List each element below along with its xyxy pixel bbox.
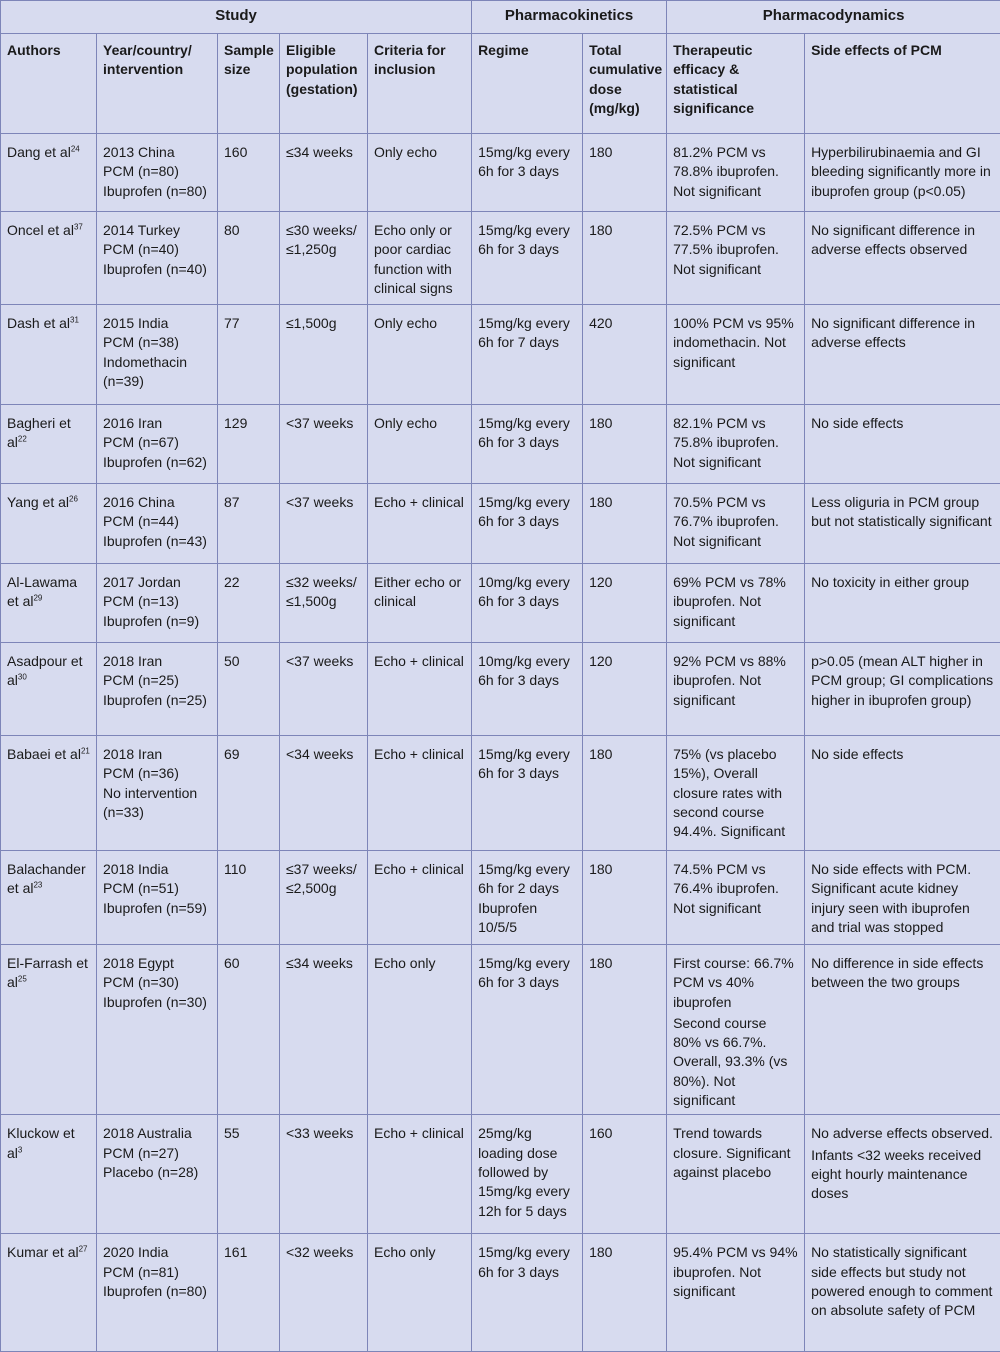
efficacy-line: 70.5% PCM vs 76.7% ibuprofen. Not significant xyxy=(673,493,798,551)
cell-therapeutic-efficacy xyxy=(667,1115,805,1234)
side-line: No toxicity in either group xyxy=(811,573,994,592)
cell-criteria: Echo + clinical xyxy=(368,643,472,736)
cell-regime: 25mg/kg loading dose followed by 15mg/kg every 12h for 5 days xyxy=(472,1115,583,1234)
year-line: PCM (n=67) xyxy=(103,433,211,452)
year-line: PCM (n=38) xyxy=(103,333,211,352)
cell-year-country-intervention xyxy=(97,1234,218,1352)
cell-criteria: Either echo or clinical xyxy=(368,564,472,643)
year-line: PCM (n=36) xyxy=(103,764,211,783)
cell-author xyxy=(1,643,97,736)
reference-number: 24 xyxy=(71,144,80,153)
year-line: PCM (n=30) xyxy=(103,973,211,992)
cell-sample-size: 110 xyxy=(218,851,280,945)
column-header-eligible-population: Eligible population (gestation) xyxy=(280,34,368,134)
group-header-study: Study xyxy=(1,1,472,34)
year-line: Ibuprofen (n=30) xyxy=(103,993,211,1012)
cell-criteria: Echo + clinical xyxy=(368,736,472,851)
table-row xyxy=(1,134,1000,212)
author-name: Babaei et al xyxy=(7,746,81,762)
cell-author xyxy=(1,564,97,643)
cell-author xyxy=(1,212,97,305)
cell-total-dose: 180 xyxy=(583,1234,667,1352)
cell-year-country-intervention xyxy=(97,1115,218,1234)
cell-regime: 15mg/kg every 6h for 3 days xyxy=(472,484,583,564)
cell-therapeutic-efficacy xyxy=(667,305,805,405)
cell-year-country-intervention xyxy=(97,564,218,643)
table-row xyxy=(1,564,1000,643)
author-name: Yang et al xyxy=(7,494,69,510)
efficacy-line: 72.5% PCM vs 77.5% ibuprofen. Not significant xyxy=(673,221,798,279)
cell-eligible-population: ≤32 weeks/ ≤1,500g xyxy=(280,564,368,643)
year-line: PCM (n=27) xyxy=(103,1144,211,1163)
cell-eligible-population: <37 weeks xyxy=(280,643,368,736)
cell-author xyxy=(1,484,97,564)
cell-regime: 15mg/kg every 6h for 3 days xyxy=(472,1234,583,1352)
year-line: PCM (n=13) xyxy=(103,592,211,611)
table-row xyxy=(1,484,1000,564)
cell-eligible-population: <34 weeks xyxy=(280,736,368,851)
year-line: PCM (n=51) xyxy=(103,879,211,898)
cell-side-effects xyxy=(805,305,1000,405)
efficacy-line: Second course 80% vs 66.7%. Overall, 93.3% (vs 80%). Not significant xyxy=(673,1014,798,1110)
cell-therapeutic-efficacy xyxy=(667,212,805,305)
cell-eligible-population: ≤1,500g xyxy=(280,305,368,405)
author-name: Balachander et al xyxy=(7,861,86,896)
table-row xyxy=(1,643,1000,736)
year-line: 2017 Jordan xyxy=(103,573,211,592)
side-line: No side effects xyxy=(811,414,994,433)
cell-criteria: Echo + clinical xyxy=(368,484,472,564)
cell-year-country-intervention xyxy=(97,851,218,945)
author-name: El-Farrash et al xyxy=(7,955,88,990)
cell-sample-size: 161 xyxy=(218,1234,280,1352)
table-row xyxy=(1,1234,1000,1352)
cell-author xyxy=(1,945,97,1115)
cell-criteria: Echo only xyxy=(368,945,472,1115)
cell-sample-size: 69 xyxy=(218,736,280,851)
cell-year-country-intervention xyxy=(97,212,218,305)
cell-sample-size: 87 xyxy=(218,484,280,564)
efficacy-line: 95.4% PCM vs 94% ibuprofen. Not significant xyxy=(673,1243,798,1301)
author-name: Dash et al xyxy=(7,315,70,331)
cell-side-effects xyxy=(805,643,1000,736)
cell-sample-size: 129 xyxy=(218,405,280,484)
table-row xyxy=(1,405,1000,484)
side-line: No significant difference in adverse effects observed xyxy=(811,221,994,260)
cell-therapeutic-efficacy xyxy=(667,945,805,1115)
cell-regime: 15mg/kg every 6h for 3 days xyxy=(472,945,583,1115)
year-line: PCM (n=44) xyxy=(103,512,211,531)
cell-side-effects xyxy=(805,1115,1000,1234)
cell-total-dose: 120 xyxy=(583,643,667,736)
efficacy-line: First course: 66.7% PCM vs 40% ibuprofen xyxy=(673,954,798,1012)
year-line: Placebo (n=28) xyxy=(103,1163,211,1182)
cell-therapeutic-efficacy xyxy=(667,736,805,851)
year-line: 2013 China xyxy=(103,143,211,162)
year-line: PCM (n=81) xyxy=(103,1263,211,1282)
reference-number: 30 xyxy=(18,673,27,682)
cell-regime: 10mg/kg every 6h for 3 days xyxy=(472,643,583,736)
cell-criteria: Echo only xyxy=(368,1234,472,1352)
cell-eligible-population: ≤34 weeks xyxy=(280,134,368,212)
group-header-pharmacodynamics: Pharmacodynamics xyxy=(667,1,1000,34)
cell-criteria: Only echo xyxy=(368,134,472,212)
year-line: Ibuprofen (n=62) xyxy=(103,453,211,472)
column-header-criteria: Criteria for inclusion xyxy=(368,34,472,134)
cell-therapeutic-efficacy xyxy=(667,564,805,643)
side-line: Infants <32 weeks received eight hourly maintenance doses xyxy=(811,1146,994,1204)
column-header-sample-size: Sample size xyxy=(218,34,280,134)
column-header-row xyxy=(1,34,1000,134)
efficacy-line: 82.1% PCM vs 75.8% ibuprofen. Not significant xyxy=(673,414,798,472)
year-line: 2016 China xyxy=(103,493,211,512)
column-header-side-effects: Side effects of PCM xyxy=(805,34,1000,134)
table-row xyxy=(1,1115,1000,1234)
cell-author xyxy=(1,134,97,212)
cell-sample-size: 60 xyxy=(218,945,280,1115)
author-name: Al-Lawama et al xyxy=(7,574,77,609)
cell-therapeutic-efficacy xyxy=(667,405,805,484)
year-line: Ibuprofen (n=80) xyxy=(103,182,211,201)
column-header-year-country-intervention: Year/country/ intervention xyxy=(97,34,218,134)
author-name: Kluckow et al xyxy=(7,1125,75,1160)
cell-sample-size: 160 xyxy=(218,134,280,212)
reference-number: 31 xyxy=(70,315,79,324)
efficacy-line: 100% PCM vs 95% indomethacin. Not significant xyxy=(673,314,798,372)
cell-side-effects xyxy=(805,945,1000,1115)
cell-side-effects xyxy=(805,405,1000,484)
year-line: Ibuprofen (n=80) xyxy=(103,1282,211,1301)
cell-total-dose: 120 xyxy=(583,564,667,643)
side-line: No difference in side effects between the two groups xyxy=(811,954,994,993)
cell-therapeutic-efficacy xyxy=(667,1234,805,1352)
efficacy-line: Trend towards closure. Significant against placebo xyxy=(673,1124,798,1182)
cell-author xyxy=(1,405,97,484)
author-name: Asadpour et al xyxy=(7,653,83,688)
cell-author xyxy=(1,1234,97,1352)
cell-therapeutic-efficacy xyxy=(667,643,805,736)
cell-regime: 10mg/kg every 6h for 3 days xyxy=(472,564,583,643)
reference-number: 37 xyxy=(74,222,83,231)
cell-side-effects xyxy=(805,212,1000,305)
author-name: Bagheri et al xyxy=(7,415,71,450)
cell-year-country-intervention xyxy=(97,305,218,405)
cell-therapeutic-efficacy xyxy=(667,484,805,564)
cell-side-effects xyxy=(805,484,1000,564)
cell-year-country-intervention xyxy=(97,945,218,1115)
year-line: Indomethacin (n=39) xyxy=(103,353,211,392)
cell-side-effects xyxy=(805,564,1000,643)
author-name: Oncel et al xyxy=(7,222,74,238)
cell-regime: 15mg/kg every 6h for 3 days xyxy=(472,212,583,305)
year-line: 2015 India xyxy=(103,314,211,333)
cell-total-dose: 180 xyxy=(583,945,667,1115)
year-line: PCM (n=80) xyxy=(103,162,211,181)
year-line: Ibuprofen (n=59) xyxy=(103,899,211,918)
cell-therapeutic-efficacy xyxy=(667,851,805,945)
cell-eligible-population: ≤37 weeks/ ≤2,500g xyxy=(280,851,368,945)
cell-regime: 15mg/kg every 6h for 3 days xyxy=(472,134,583,212)
year-line: 2018 India xyxy=(103,860,211,879)
reference-number: 29 xyxy=(33,594,42,603)
cell-author xyxy=(1,736,97,851)
year-line: 2018 Egypt xyxy=(103,954,211,973)
cell-eligible-population: ≤34 weeks xyxy=(280,945,368,1115)
reference-number: 22 xyxy=(18,435,27,444)
side-line: No statistically significant side effects but study not powered enough to comment on absolute safety of PCM xyxy=(811,1243,994,1320)
table-row xyxy=(1,212,1000,305)
year-line: No intervention (n=33) xyxy=(103,784,211,823)
year-line: Ibuprofen (n=40) xyxy=(103,260,211,279)
reference-number: 23 xyxy=(33,881,42,890)
cell-eligible-population: ≤30 weeks/ ≤1,250g xyxy=(280,212,368,305)
cell-criteria: Echo + clinical xyxy=(368,1115,472,1234)
cell-total-dose: 180 xyxy=(583,736,667,851)
year-line: PCM (n=40) xyxy=(103,240,211,259)
cell-sample-size: 55 xyxy=(218,1115,280,1234)
year-line: 2018 Australia xyxy=(103,1124,211,1143)
author-name: Dang et al xyxy=(7,144,71,160)
cell-total-dose: 180 xyxy=(583,405,667,484)
reference-number: 25 xyxy=(18,975,27,984)
cell-sample-size: 77 xyxy=(218,305,280,405)
efficacy-line: 74.5% PCM vs 76.4% ibuprofen. Not significant xyxy=(673,860,798,918)
table-row xyxy=(1,736,1000,851)
cell-total-dose: 180 xyxy=(583,851,667,945)
column-header-authors: Authors xyxy=(1,34,97,134)
reference-number: 21 xyxy=(81,746,90,755)
side-line: Hyperbilirubinaemia and GI bleeding significantly more in ibuprofen group (p<0.05) xyxy=(811,143,994,201)
cell-year-country-intervention xyxy=(97,134,218,212)
cell-criteria: Echo + clinical xyxy=(368,851,472,945)
efficacy-line: 75% (vs placebo 15%), Overall closure rates with second course 94.4%. Significant xyxy=(673,745,798,841)
cell-author xyxy=(1,305,97,405)
cell-author xyxy=(1,1115,97,1234)
cell-eligible-population: <37 weeks xyxy=(280,484,368,564)
cell-sample-size: 22 xyxy=(218,564,280,643)
cell-regime: 15mg/kg every 6h for 3 days xyxy=(472,736,583,851)
cell-sample-size: 80 xyxy=(218,212,280,305)
year-line: Ibuprofen (n=25) xyxy=(103,691,211,710)
side-line: No side effects xyxy=(811,745,994,764)
reference-number: 27 xyxy=(79,1245,88,1254)
cell-criteria: Echo only or poor cardiac function with clinical signs xyxy=(368,212,472,305)
year-line: 2018 Iran xyxy=(103,745,211,764)
cell-criteria: Only echo xyxy=(368,405,472,484)
cell-total-dose: 180 xyxy=(583,484,667,564)
year-line: PCM (n=25) xyxy=(103,671,211,690)
group-header-pharmacokinetics: Pharmacokinetics xyxy=(472,1,667,34)
year-line: 2016 Iran xyxy=(103,414,211,433)
side-line: No side effects with PCM. Significant acute kidney injury seen with ibuprofen and trial was stopped xyxy=(811,860,994,937)
cell-author xyxy=(1,851,97,945)
side-line: p>0.05 (mean ALT higher in PCM group; GI complications higher in ibuprofen group) xyxy=(811,652,994,710)
cell-regime: 15mg/kg every 6h for 3 days xyxy=(472,405,583,484)
column-header-total-dose: Total cumulative dose (mg/kg) xyxy=(583,34,667,134)
efficacy-line: 81.2% PCM vs 78.8% ibuprofen. Not significant xyxy=(673,143,798,201)
table-row xyxy=(1,945,1000,1115)
year-line: 2014 Turkey xyxy=(103,221,211,240)
table-row xyxy=(1,851,1000,945)
year-line: Ibuprofen (n=9) xyxy=(103,612,211,631)
cell-criteria: Only echo xyxy=(368,305,472,405)
cell-sample-size: 50 xyxy=(218,643,280,736)
year-line: Ibuprofen (n=43) xyxy=(103,532,211,551)
cell-side-effects xyxy=(805,1234,1000,1352)
cell-eligible-population: <37 weeks xyxy=(280,405,368,484)
cell-year-country-intervention xyxy=(97,405,218,484)
cell-side-effects xyxy=(805,736,1000,851)
cell-side-effects xyxy=(805,134,1000,212)
column-header-regime: Regime xyxy=(472,34,583,134)
efficacy-line: 92% PCM vs 88% ibuprofen. Not significant xyxy=(673,652,798,710)
cell-total-dose: 180 xyxy=(583,212,667,305)
side-line: Less oliguria in PCM group but not statistically significant xyxy=(811,493,994,532)
cell-eligible-population: <33 weeks xyxy=(280,1115,368,1234)
cell-regime: 15mg/kg every 6h for 7 days xyxy=(472,305,583,405)
author-name: Kumar et al xyxy=(7,1244,79,1260)
side-line: No adverse effects observed. xyxy=(811,1124,994,1143)
cell-total-dose: 420 xyxy=(583,305,667,405)
cell-year-country-intervention xyxy=(97,643,218,736)
cell-year-country-intervention xyxy=(97,736,218,851)
reference-number: 26 xyxy=(69,494,78,503)
group-header-row xyxy=(1,1,1000,34)
table-row xyxy=(1,305,1000,405)
year-line: 2020 India xyxy=(103,1243,211,1262)
column-header-therapeutic-efficacy: Therapeutic efficacy & statistical significance xyxy=(667,34,805,134)
efficacy-line: 69% PCM vs 78% ibuprofen. Not significant xyxy=(673,573,798,631)
cell-therapeutic-efficacy xyxy=(667,134,805,212)
cell-total-dose: 160 xyxy=(583,1115,667,1234)
year-line: 2018 Iran xyxy=(103,652,211,671)
cell-eligible-population: <32 weeks xyxy=(280,1234,368,1352)
cell-regime: 15mg/kg every 6h for 2 days Ibuprofen 10/5/5 xyxy=(472,851,583,945)
cell-year-country-intervention xyxy=(97,484,218,564)
side-line: No significant difference in adverse effects xyxy=(811,314,994,353)
cell-side-effects xyxy=(805,851,1000,945)
cell-total-dose: 180 xyxy=(583,134,667,212)
reference-number: 3 xyxy=(18,1145,22,1154)
